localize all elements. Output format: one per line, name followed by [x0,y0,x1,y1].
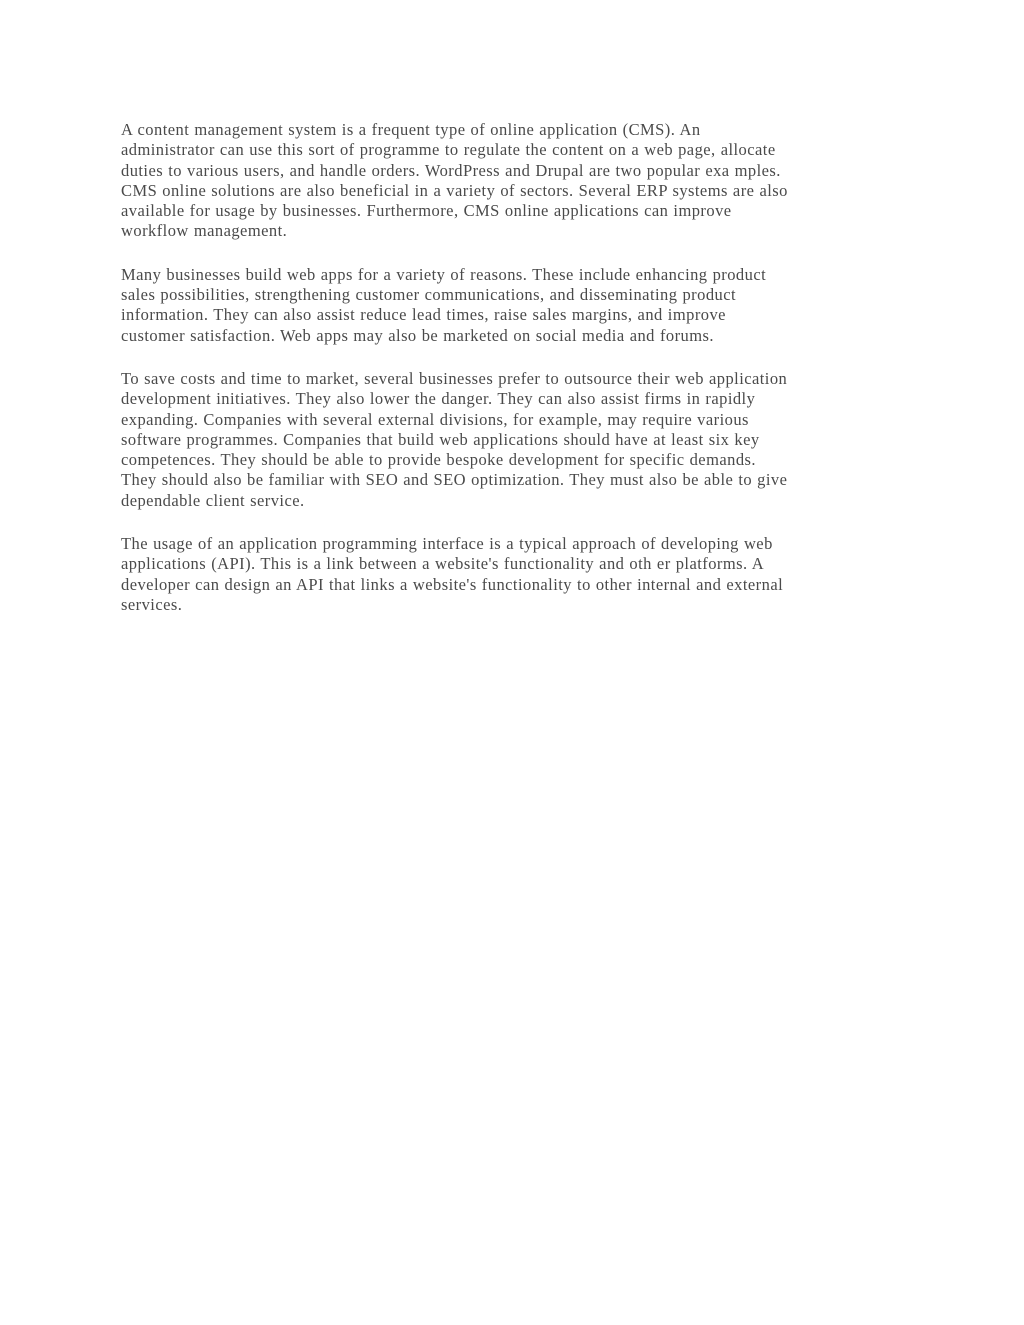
paragraph-cms: A content management system is a frequent type of online application (CMS). An administrator can use this sort of programme to regulate the content on a web page, allocate duties to various users, and handle orders. WordPress and Drupal are two popular exa mples. CMS online solutions are also beneficial in a variety of sectors. Several ERP systems are also available for usage by businesses. Furthermore, CMS online applications can improve workflow management. [121,120,788,241]
paragraph-web-apps-reasons: Many businesses build web apps for a variety of reasons. These include enhancing product sales possibilities, strengthening customer communications, and disseminating product information. They can also assist reduce lead times, raise sales margins, and improve customer satisfaction. Web apps may also be marketed on social media and forums. [121,264,767,345]
document-body [121,120,901,638]
paragraph-outsourcing: To save costs and time to market, several businesses prefer to outsource their web application development initiatives. They also lower the danger. They can also assist firms in rapidly expanding. Companies with several external divisions, for example, may require various software programmes. Companies that build web applications should have at least six key competences. They should be able to provide bespoke development for specific demands. They should also be familiar with SEO and SEO optimization. They must also be able to give dependable client service. [121,368,788,510]
paragraph-api: The usage of an application programming interface is a typical approach of developing web applications (API). This is a link between a website's functionality and oth er platforms. A developer can design an API that links a website's functionality to other internal and external services. [121,534,784,614]
